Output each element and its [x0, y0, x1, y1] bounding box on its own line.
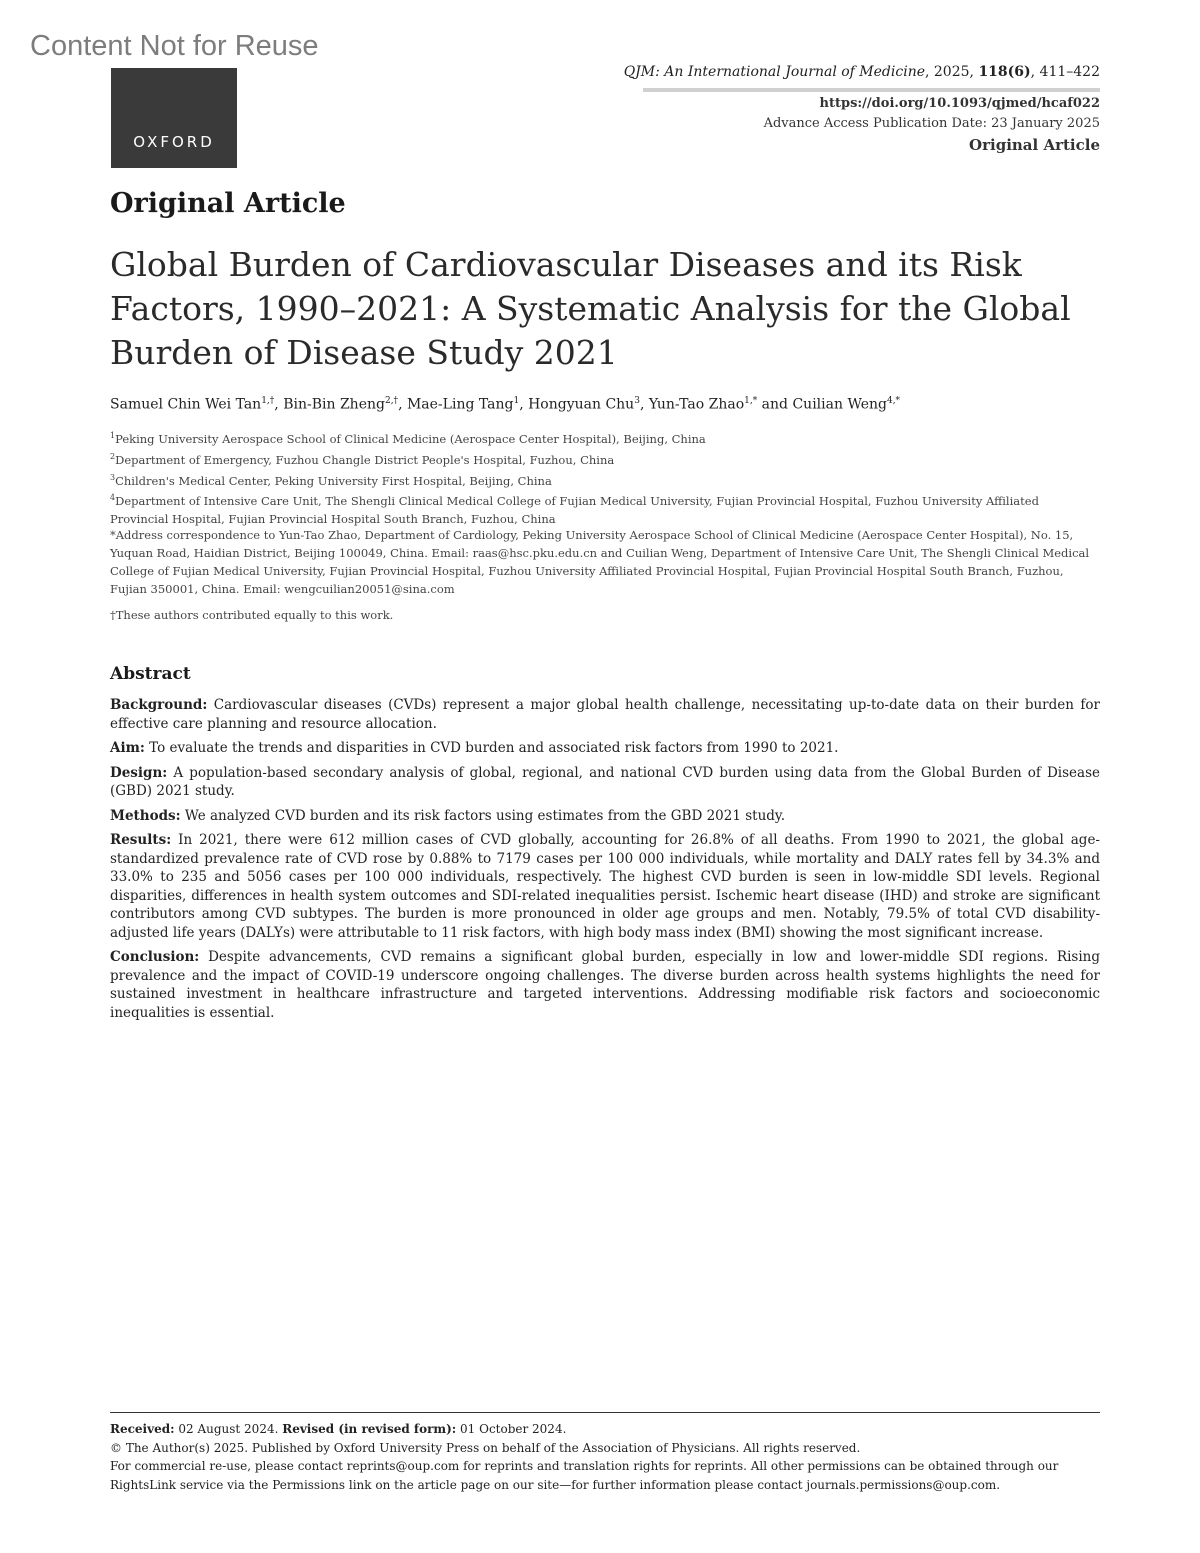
- revised-date: 01 October 2024.: [456, 1422, 567, 1436]
- oxford-logo: [111, 68, 237, 168]
- abstract-section-text: We analyzed CVD burden and its risk factors using estimates from the GBD 2021 study.: [180, 807, 786, 824]
- received-label: Received:: [110, 1422, 175, 1436]
- watermark: Content Not for Reuse: [30, 30, 319, 62]
- author-name: Hongyuan Chu: [528, 396, 635, 413]
- permissions-line: For commercial re-use, please contact reprints@oup.com for reprints and translation rights for reprints. All other permissions can be obtained through our RightsLink service via the Permissions link on the article page on our site—for further information please contact journals.permissions@oup.com.: [110, 1459, 1059, 1492]
- doi-link[interactable]: https://doi.org/10.1093/qjmed/hcaf022: [819, 96, 1100, 111]
- affiliation-text: Peking University Aerospace School of Clinical Medicine (Aerospace Center Hospital), Beijing, China: [115, 431, 706, 446]
- author-affiliation-mark: 1: [513, 396, 520, 406]
- abstract-section-label: Design:: [110, 764, 168, 781]
- section-label: Original Article: [110, 188, 346, 219]
- author-affiliation-mark: 4,*: [886, 396, 901, 406]
- author-name: Yun-Tao Zhao: [648, 396, 745, 413]
- affiliation-text: Department of Intensive Care Unit, The Shengli Clinical Medical College of Fujian Medical University, Fujian Provincial Hospital, Fuzhou University Affiliated Provincial Hospital, Fujian Provincial Hospital South Branch, Fuzhou, China: [110, 494, 1039, 527]
- article-type-header: Original Article: [969, 136, 1100, 154]
- advance-access-date: Advance Access Publication Date: 23 January 2025: [763, 116, 1100, 131]
- abstract-section-label: Aim:: [110, 740, 145, 756]
- abstract-body: [110, 696, 1100, 1028]
- abstract-section-text: To evaluate the trends and disparities in CVD burden and associated risk factors from 1990 to 2021.: [144, 740, 839, 756]
- journal-year: , 2025,: [925, 64, 979, 80]
- abstract-section-text: A population-based secondary analysis of global, regional, and national CVD burden using data from the Global Burden of Disease (GBD) 2021 study.: [110, 764, 1100, 799]
- abstract-section-label: Conclusion:: [110, 949, 200, 965]
- author-list: [110, 396, 900, 413]
- author-affiliation-mark: 1,†: [261, 396, 275, 406]
- journal-citation: [624, 64, 1100, 80]
- affiliation-number: 4: [110, 493, 116, 503]
- affiliation-text: Department of Emergency, Fuzhou Changle District People's Hospital, Fuzhou, China: [115, 452, 615, 467]
- abstract-section-text: Despite advancements, CVD remains a significant global burden, especially in low and lower-middle SDI regions. Rising prevalence and the impact of COVID-19 underscore ongoing challenges. The diverse burden across health systems highlights the need for sustained investment in healthcare infrastructure and targeted interventions. Addressing modifiable risk factors and socioeconomic inequalities is essential.: [110, 949, 1100, 1021]
- author-separator: and: [757, 396, 793, 413]
- abstract-section: [110, 948, 1100, 1022]
- affiliation-text: Children's Medical Center, Peking University First Hospital, Beijing, China: [115, 473, 552, 488]
- author-name: Cuilian Weng: [792, 396, 887, 413]
- author-affiliation-mark: 3: [634, 396, 640, 406]
- revised-label: Revised (in revised form):: [282, 1422, 457, 1436]
- header-rule: [643, 88, 1100, 92]
- abstract-heading: Abstract: [110, 664, 191, 684]
- received-date: 02 August 2024.: [174, 1422, 283, 1436]
- correspondence-note: *Address correspondence to Yun-Tao Zhao, Department of Cardiology, Peking University Aerospace School of Clinical Medicine (Aerospace Center Hospital), No. 15, Yuquan Road, Haidian District, Beijing 100049, China. Email: raas@hsc.pku.edu.cn and Cuilian Weng, Department of Intensive Care Unit, The Shengli Clinical Medical College of Fujian Medical University, Fujian Provincial Hospital, Fuzhou University Affiliated Provincial Hospital, Fujian Provincial Hospital South Branch, Fuzhou, Fujian 350001, China. Email: wengcuilian20051@sina.com: [110, 528, 1090, 596]
- affiliation-number: 3: [110, 472, 116, 482]
- author-name: Samuel Chin Wei Tan: [110, 396, 262, 413]
- author-name: Bin-Bin Zheng: [283, 396, 385, 413]
- abstract-section: [110, 764, 1100, 801]
- abstract-section: [110, 739, 1100, 758]
- journal-name: QJM: An International Journal of Medicine: [623, 64, 925, 80]
- author-name: Mae-Ling Tang: [406, 396, 514, 413]
- affiliation-number: 2: [110, 451, 116, 461]
- article-title: Global Burden of Cardiovascular Diseases and its Risk Factors, 1990–2021: A Systematic Analysis for the Global Burden of Disease Study 2021: [110, 245, 1071, 372]
- received-line: [110, 1420, 1100, 1439]
- abstract-section-label: Results:: [110, 832, 172, 848]
- author-separator: ,: [274, 396, 284, 413]
- affiliation-item: [110, 469, 1100, 490]
- abstract-section-label: Methods:: [110, 807, 181, 824]
- journal-pages: , 411–422: [1030, 64, 1100, 80]
- abstract-section: [110, 831, 1100, 942]
- copyright-line: © The Author(s) 2025. Published by Oxford University Press on behalf of the Association of Physicians. All rights reserved.: [110, 1440, 861, 1455]
- abstract-section-label: Background:: [110, 697, 208, 713]
- affiliation-number: 1: [110, 431, 116, 440]
- author-affiliation-mark: 1,*: [744, 396, 758, 406]
- journal-volume: 118(6): [978, 64, 1031, 80]
- author-separator: ,: [519, 396, 529, 413]
- author-separator: ,: [639, 396, 649, 413]
- abstract-section-text: In 2021, there were 612 million cases of CVD globally, accounting for 26.8% of all deaths. From 1990 to 2021, the global age-standardized prevalence rate of CVD rose by 0.88% to 7179 cases per 100 000 individuals, while mortality and DALY rates fell by 34.3% and 33.0% to 235 and 5056 cases per 100 000 individuals, respectively. The highest CVD burden is seen in low-middle SDI levels. Regional disparities, differences in health system outcomes and SDI-related inequalities persist. Ischemic heart disease (IHD) and stroke are significant contributors among CVD subtypes. The burden is more pronounced in older age groups and men. Notably, 79.5% of total CVD disability-adjusted life years (DALYs) were attributable to 11 risk factors, with high body mass index (BMI) showing the most significant increase.: [110, 832, 1100, 941]
- affiliations: [110, 427, 1100, 528]
- footer-rule: [110, 1412, 1100, 1413]
- footer: [110, 1420, 1100, 1494]
- equal-contribution-note: †These authors contributed equally to this work.: [110, 608, 394, 622]
- logo-text: OXFORD: [133, 133, 215, 151]
- author-affiliation-mark: 2,†: [384, 396, 399, 406]
- abstract-section-text: Cardiovascular diseases (CVDs) represent a major global health challenge, necessitating up-to-date data on their burden for effective care planning and resource allocation.: [110, 697, 1100, 732]
- author-separator: ,: [398, 396, 407, 413]
- affiliation-item: [110, 489, 1100, 528]
- affiliation-item: [110, 448, 1100, 469]
- abstract-section: [110, 696, 1100, 733]
- abstract-section: [110, 807, 1100, 826]
- affiliation-item: [110, 427, 1100, 448]
